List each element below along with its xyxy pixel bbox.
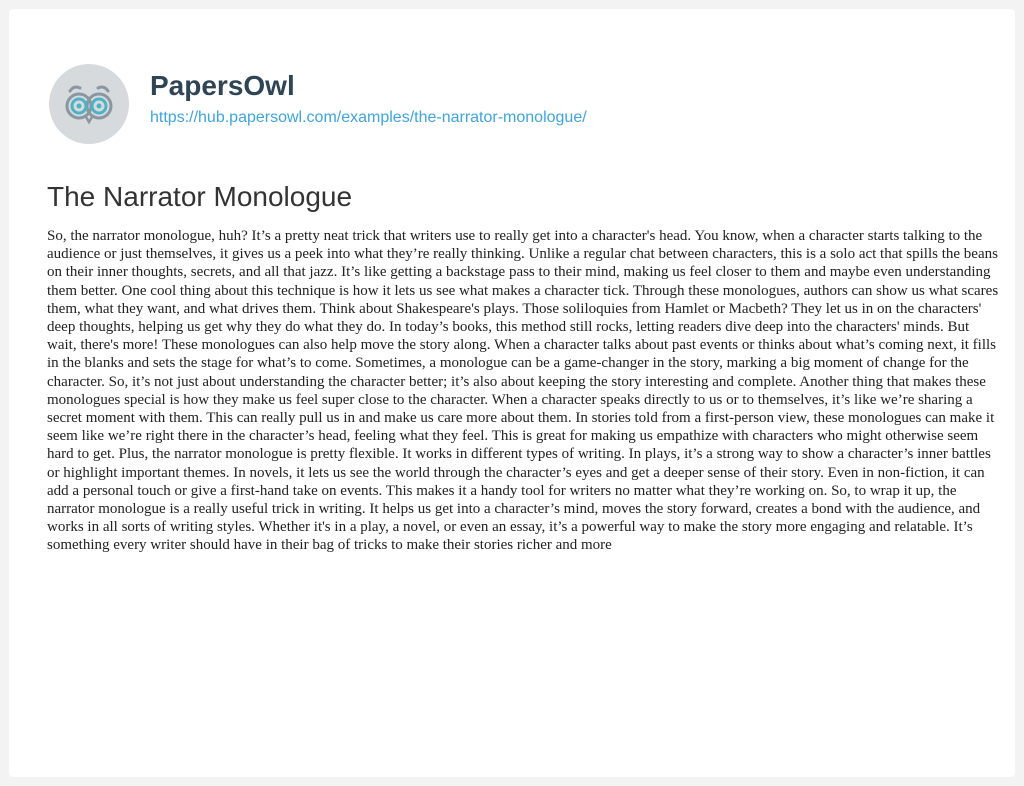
article-title: The Narrator Monologue <box>47 181 353 212</box>
document-page <box>9 9 1015 777</box>
brand-name: PapersOwl <box>150 70 295 101</box>
article-body: So, the narrator monologue, huh? It’s a pretty neat trick that writers use to really get into a character's head. You know, when a character starts talking to the audience or just themselves, it gives us a peek into what they’re really thinking. Unlike a regular chat between characters, this is a solo act that spills the beans on their inner thoughts, secrets, and all that jazz. It’s like getting a backstage pass to their mind, making us feel closer to them and maybe even understanding them better. One cool thing about this technique is how it lets us see what makes a character tick. Through these monologues, authors can show us what scares them, what they want, and what drives them. Think about Shakespeare's plays. Those soliloquies from Hamlet or Macbeth? They let us in on the characters' deep thoughts, helping us get why they do what they do. In today’s books, this method still rocks, letting readers dive deep into the characters' minds. But wait, there's more! These monologues can also help move the story along. When a character talks about past events or thinks about what’s coming next, it fills in the blanks and sets the stage for what’s to come. Sometimes, a monologue can be a game-changer in the story, marking a big moment of change for the character. So, it’s not just about understanding the character better; it’s also about keeping the story interesting and complete. Another thing that makes these monologues special is how they make us feel super close to the character. When a character speaks directly to us or to themselves, it’s like we’re sharing a secret moment with them. This can really pull us in and make us care more about them. In stories told from a first-person view, these monologues can make it seem like we’re right there in the character’s head, feeling what they feel. This is great for making us empathize with characters who might otherwise seem hard to get. Plus, the narrator monologue is pretty flexible. It works in different types of writing. In plays, it’s a strong way to show a character’s inner battles or highlight important themes. In novels, it lets us see the world through the character’s eyes and get a deeper sense of their story. Even in non-fiction, it can add a personal touch or give a first-hand take on events. This makes it a handy tool for writers no matter what they’re working on. So, to wrap it up, the narrator monologue is a really useful trick in writing. It helps us get into a character’s mind, moves the story forward, creates a bond with the audience, and works in all sorts of writing styles. Whether it's in a play, a novel, or even an essay, it’s a powerful way to make the story more engaging and relatable. It’s something every writer should have in their bag of tricks to make their stories richer and more <box>47 228 999 554</box>
owl-logo-icon <box>49 64 129 144</box>
source-url-link[interactable]: https://hub.papersowl.com/examples/the-narrator-monologue/ <box>150 109 587 126</box>
brand-block <box>150 70 587 129</box>
site-header <box>49 59 587 149</box>
